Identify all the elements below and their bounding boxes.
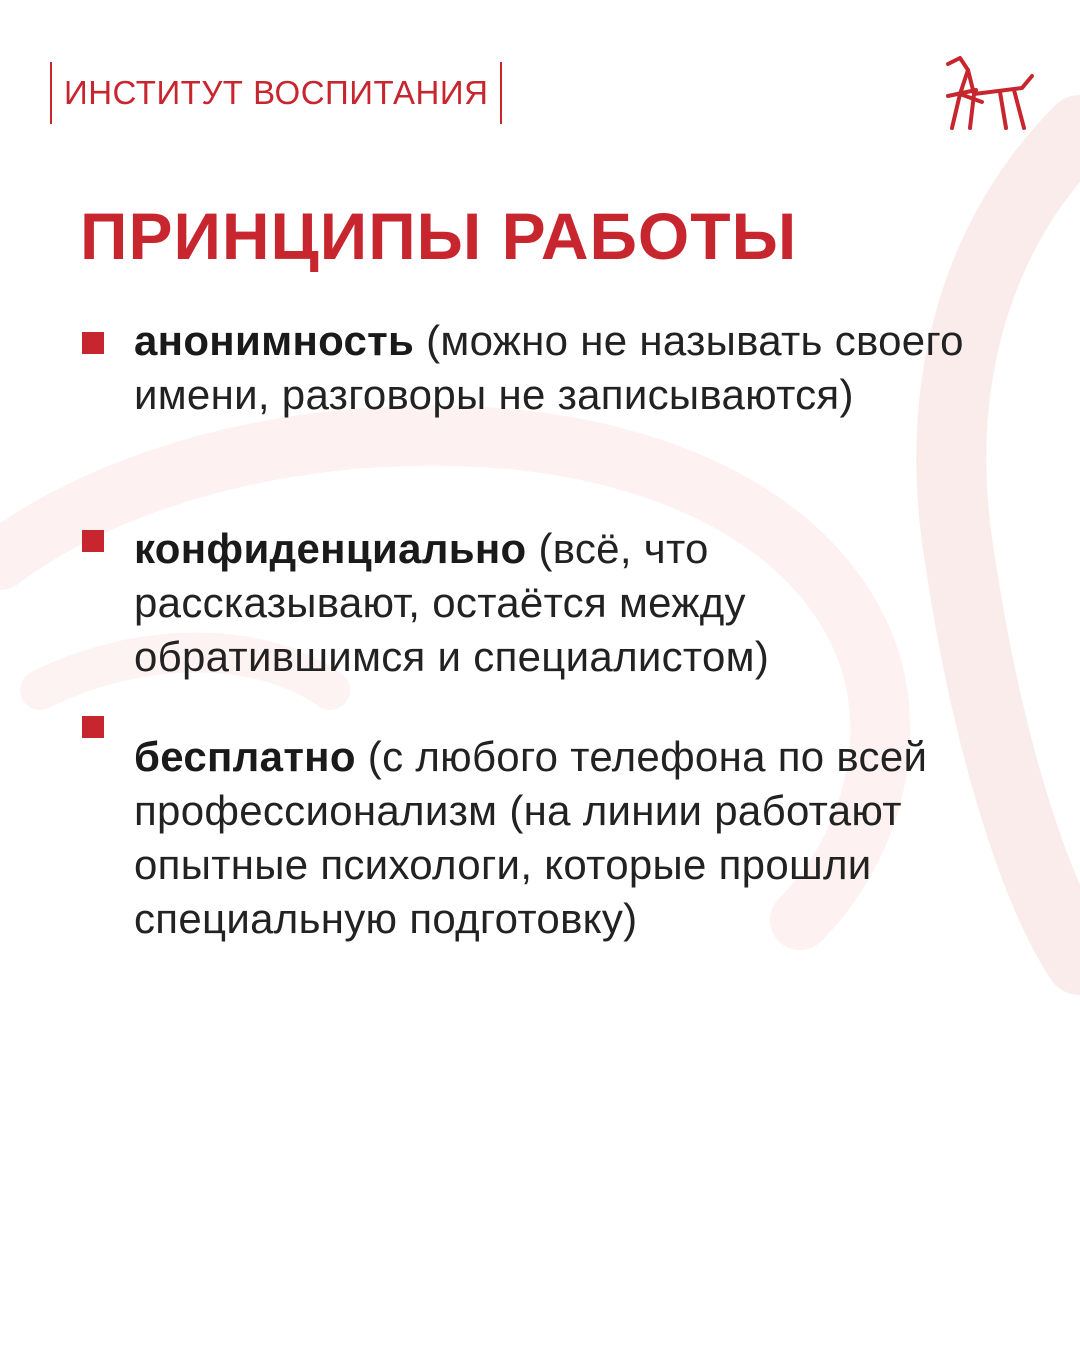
- list-item-keyword: конфиденциально: [134, 525, 527, 572]
- list-item-description: (можно не называть своего имени, разговоры не записываются): [134, 317, 964, 418]
- page-title: ПРИНЦИПЫ РАБОТЫ: [80, 199, 798, 273]
- list-item-text: [134, 730, 994, 946]
- square-bullet-icon: [82, 332, 104, 354]
- list-item-description: (с любого телефона по всей профессионализм (на линии работают опытные психологи, которые прошли специальную подготовку): [134, 733, 928, 942]
- horse-logo-icon: [940, 50, 1036, 134]
- header: [50, 62, 502, 124]
- header-right-divider: [500, 62, 502, 124]
- org-name: ИНСТИТУТ ВОСПИТАНИЯ: [64, 74, 489, 111]
- list-item-text: [134, 522, 994, 684]
- list-item-keyword: анонимность: [134, 317, 415, 364]
- square-bullet-icon: [82, 716, 104, 738]
- list-item-keyword: бесплатно: [134, 733, 356, 780]
- list-item-description: (всё, что рассказывают, остаётся между обратившимся и специалистом): [134, 525, 770, 680]
- list-item-text: [134, 314, 994, 422]
- square-bullet-icon: [82, 530, 104, 552]
